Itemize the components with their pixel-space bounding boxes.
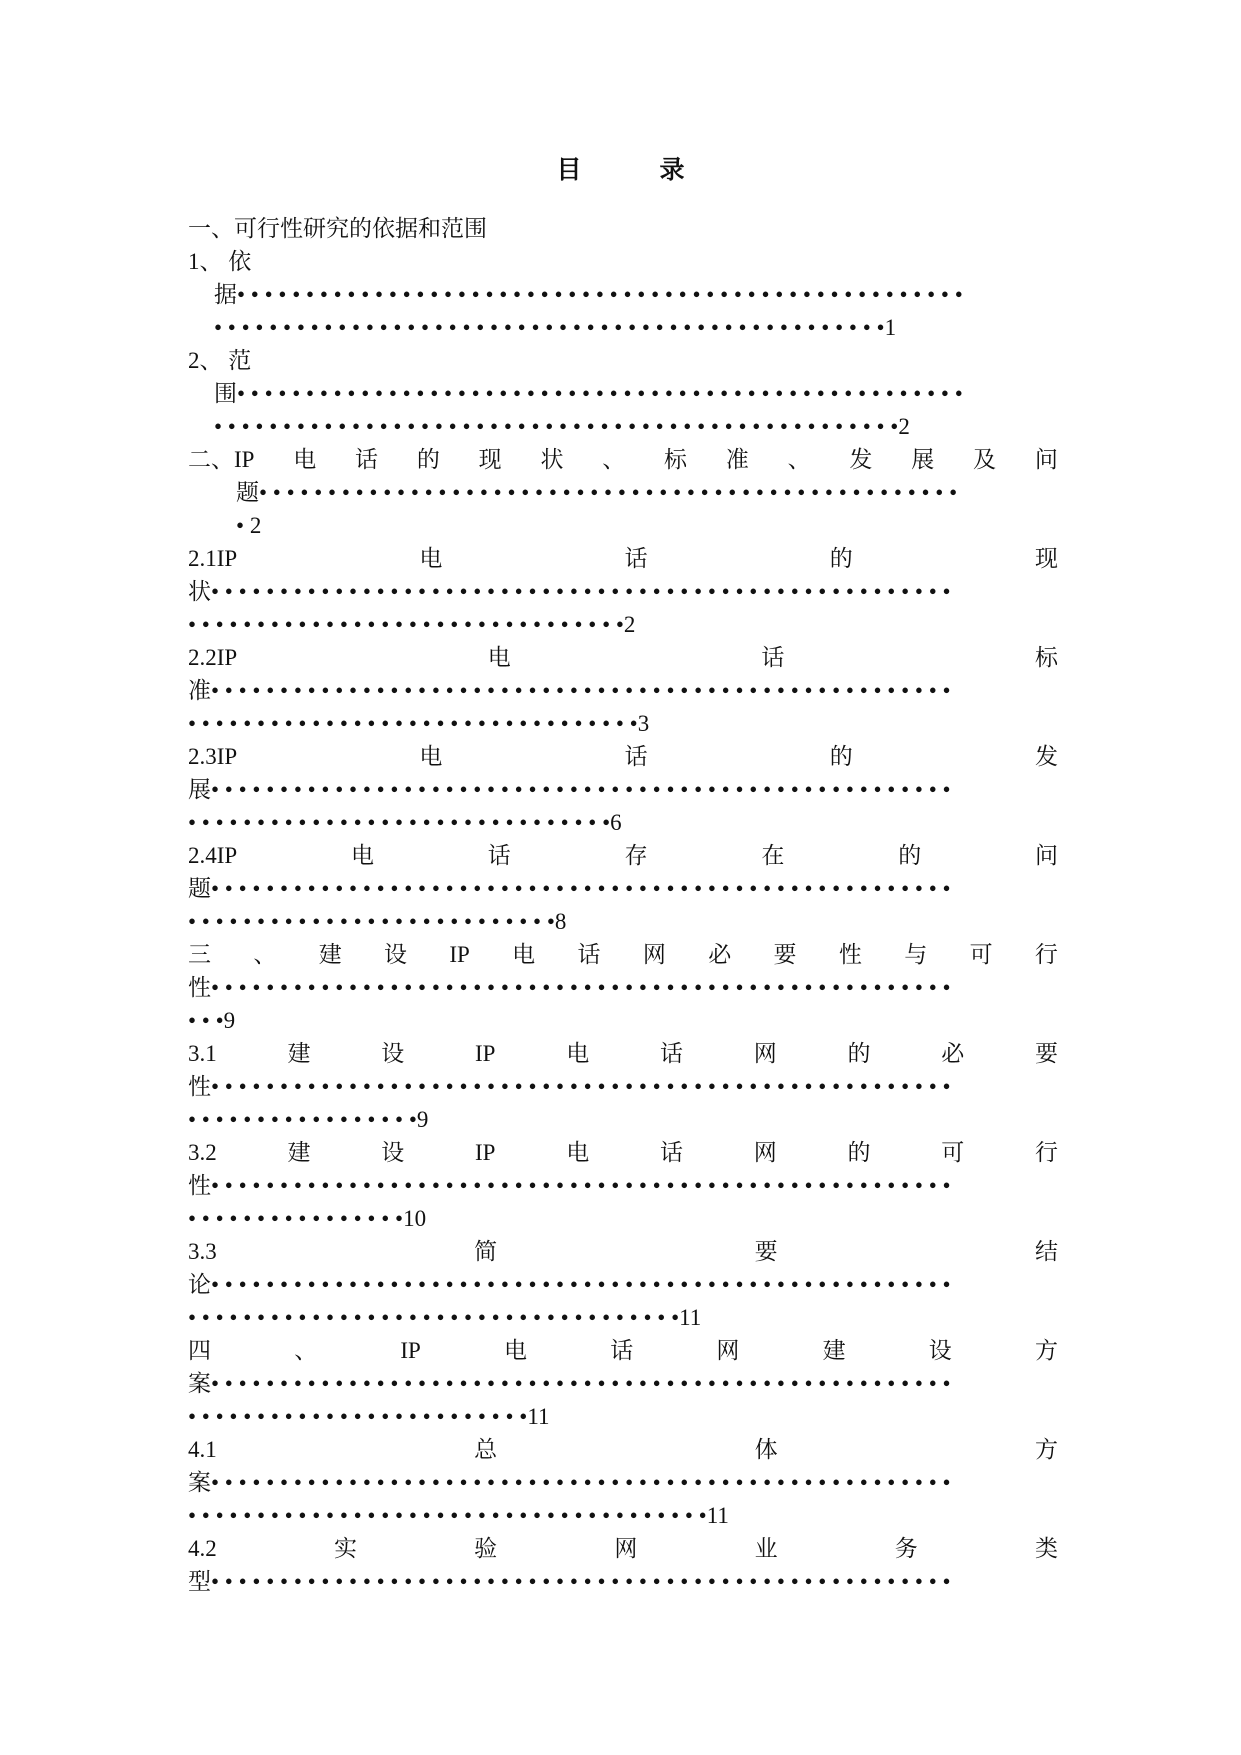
title-char-1: 目: [556, 157, 582, 184]
leader-dots: • • • • • • • • • • • • • • • • • • • • • • • • • • • • • • • • • • • • • •: [188, 1503, 707, 1528]
page-number: 11: [527, 1404, 550, 1429]
leader-dots: • • • • • • • • • • • • • • • • •: [188, 1107, 417, 1132]
leader-dots: • • • • • • • • • • • • • • • • • • • • • • • • • • • • • • • • • • • • • • • • • • • • • • • • • • • • • •: [211, 1470, 951, 1495]
toc-entry-3-3[interactable]: 3.3 简 要 结: [188, 1239, 1058, 1264]
leader-dots: • • • • • • • • • • • • • • • • • • • • • • • • • • • • • • • • • • • • • • • • • • • • • • • • • • • • • •: [211, 1173, 951, 1198]
leader-dots: • • • • • • • • • • • • • • • • • • • • • • • • • • • • • • • • • • • • • • • • • • • • • • • • • • • • • •: [211, 579, 951, 604]
leader-dots: • • • • • • • • • • • • • • • • • • • • • • • • • • • • • • • •: [188, 612, 624, 637]
toc-entry-2-3[interactable]: 2.3IP 电 话 的 发: [188, 744, 1058, 769]
page-number: 2: [249, 513, 262, 538]
leader-dots: • • • • • • • • • • • • • • • • • • • • • • • • • • •: [188, 909, 555, 934]
leader-dots: • • • • • • • • • • • • • • • • • • • • • • • • • • • • • • • • • • • • • • • • • • • • • • • • • • • • • •: [211, 678, 951, 703]
toc-heading-4[interactable]: 四 、 IP 电 话 网 建 设 方: [188, 1338, 1058, 1363]
leader-dots: • • • • • • • • • • • • • • • • • • • • • • • • • • • • • • • • • • • • • • • • • • • • • • • • • • • • •: [237, 381, 963, 406]
toc-entry-1-1[interactable]: 1、 依: [188, 249, 252, 274]
page-number: 9: [416, 1107, 429, 1132]
title-char-2: 录: [659, 157, 685, 184]
page-number: 11: [679, 1305, 702, 1330]
toc-entry-2-4[interactable]: 2.4IP 电 话 存 在 的 问: [188, 843, 1058, 868]
leader-dots: • • • • • • • • • • • • • • • • • • • • • • • • • • • • • • • • • • • • • • • • • • • • • • • • • • • • • •: [211, 1074, 951, 1099]
leader-dots: • • • • • • • • • • • • • • • • • • • • • • • • • • • • • • • • •: [188, 711, 638, 736]
page-number: 8: [554, 909, 567, 934]
toc-entry-3-1[interactable]: 3.1 建 设 IP 电 话 网 的 必 要: [188, 1041, 1058, 1066]
leader-dots: • • • • • • • • • • • • • • • • • • • • • • • • • • • • • • • • • • • • • • • • • • • • • • • • • • • • • •: [211, 1371, 951, 1396]
leader-dots: • • • • • • • • • • • • • • • • • • • • • • • • • • • • • • • • • • • • • • • • • • • • • • • • • • •: [259, 480, 958, 505]
leader-dots: • • • • • • • • • • • • • • • •: [188, 1206, 404, 1231]
page-title: [0, 150, 1241, 186]
toc-heading-3[interactable]: 三 、 建 设 IP 电 话 网 必 要 性 与 可 行: [188, 942, 1058, 967]
toc-entry-4-1[interactable]: 4.1 总 体 方: [188, 1437, 1058, 1462]
page-number: 11: [706, 1503, 729, 1528]
leader-dots: • • •: [188, 1008, 224, 1033]
leader-dots: • • • • • • • • • • • • • • • • • • • • • • • • • • • • • • • • • • • • • • • • • • • • • • • • • • • • • •: [211, 1272, 951, 1297]
leader-dots: • • • • • • • • • • • • • • • • • • • • • • • • • • • • • • • • • • • • • • • • • • • • • • • • • • • • • •: [211, 777, 951, 802]
toc-heading-2[interactable]: 二、IP 电 话 的 现 状 、 标 准 、 发 展 及 问: [188, 447, 1058, 472]
leader-dots: • • • • • • • • • • • • • • • • • • • • • • • • •: [188, 1404, 528, 1429]
leader-dots: • • • • • • • • • • • • • • • • • • • • • • • • • • • • • • • • • • • • • • • • • • • • • • • • • • • • • •: [211, 1569, 951, 1594]
leader-dots: • • • • • • • • • • • • • • • • • • • • • • • • • • • • • • • • • • • • • • • • • • • • • • • • • • • • • •: [211, 975, 951, 1000]
toc-entry-2-2[interactable]: 2.2IP 电 话 标: [188, 645, 1058, 670]
page-number: 10: [403, 1206, 427, 1231]
leader-dots: • • • • • • • • • • • • • • • • • • • • • • • • • • • • • • • • • • • • • • • • • • • • • • • • • • • • •: [237, 282, 963, 307]
toc-entry-1-2[interactable]: 2、 范: [188, 348, 252, 373]
leader-dots: • • • • • • • • • • • • • • • • • • • • • • • • • • • • • • • • • • • • • • • • • • • • • • • • •: [214, 315, 885, 340]
leader-dots: • • • • • • • • • • • • • • • • • • • • • • • • • • • • • • •: [188, 810, 611, 835]
toc-entry-3-2[interactable]: 3.2 建 设 IP 电 话 网 的 可 行: [188, 1140, 1058, 1165]
leader-dots: • • • • • • • • • • • • • • • • • • • • • • • • • • • • • • • • • • • • • • • • • • • • • • • • • •: [214, 414, 899, 439]
leader-dots: •: [236, 513, 245, 538]
leader-dots: • • • • • • • • • • • • • • • • • • • • • • • • • • • • • • • • • • • •: [188, 1305, 680, 1330]
page-number: 3: [637, 711, 650, 736]
page-number: 1: [884, 315, 897, 340]
page-number: 6: [610, 810, 622, 835]
table-of-contents: 一、可行性研究的依据和范围 1、 依 据• • • • • • • • • • • • • • • • • • • • • • • • • • • • • • • • • • • • • • • • • • • • • • • • • • • • • • • • • • • • • • • • • • • • • • • • • • • • • • • • • • • • • • • • • • • • • • • • • • • • • •1 2、 范 围• • • • • • • • • • • • • • • • • • • • • • • • • • • • • • • • • • • • • • • • • • • • • • • • • • • • • • • • • • • • • • • • • • • • • • • • • • • • • • • • • • • • • • • • • • • • • • • • • • • • • • •2 二、IP 电 话 的 现 状 、 标 准 、 发 展 及 问 题• • • • • • • • • • • • • • • • • • • • • • • • • • • • • • • • • • • • • • • • • • • • • • • • • • • • 2 2.1IP 电 话 的 现 状• • • • • • • • • • • • • • • • • • • • • • • • • • • • • • • • • • • • • • • • • • • • • • • • • • • • • • • • • • • • • • • • • • • • • • • • • • • • • • • • • • • • • •2 2.2IP 电 话 标 准• • • • • • • • • • • • • • • • • • • • • • • • • • • • • • • • • • • • • • • • • • • • • • • • • • • • • • • • • • • • • • • • • • • • • • • • • • • • • • • • • • • • • • •3 2.3IP 电 话 的 发 展• • • • • • • • • • • • • • • • • • • • • • • • • • • • • • • • • • • • • • • • • • • • • • • • • • • • • • • • • • • • • • • • • • • • • • • • • • • • • • • • • • • • •6 2.4IP 电 话 存 在 的 问 题• • • • • • • • • • • • • • • • • • • • • • • • • • • • • • • • • • • • • • • • • • • • • • • • • • • • • • • • • • • • • • • • • • • • • • • • • • • • • • • • •8 三 、 建 设 IP 电 话 网 必 要 性 与 可 行 性• • • • • • • • • • • • • • • • • • • • • • • • • • • • • • • • • • • • • • • • • • • • • • • • • • • • • • • • •9 3.1 建 设 IP 电 话 网 的 必 要 性• • • • • • • • • • • • • • • • • • • • • • • • • • • • • • • • • • • • • • • • • • • • • • • • • • • • • • • • • • • • • • • • • • • • • • •9 3.2 建 设 IP 电 话 网 的 可 行 性• • • • • • • • • • • • • • • • • • • • • • • • • • • • • • • • • • • • • • • • • • • • • • • • • • • • • • • • • • • • • • • • • • • • • •10 3.3 简 要 结 论• • • • • • • • • • • • • • • • • • • • • • • • • • • • • • • • • • • • • • • • • • • • • • • • • • • • • • • • • • • • • • • • • • • • • • • • • • • • • • • • • • • • • • • • • •11 四 、 IP 电 话 网 建 设 方 案• • • • • • • • • • • • • • • • • • • • • • • • • • • • • • • • • • • • • • • • • • • • • • • • • • • • • • • • • • • • • • • • • • • • • • • • • • • • • • •11 4.1 总 体 方 案• • • • • • • • • • • • • • • • • • • • • • • • • • • • • • • • • • • • • • • • • • • • • • • • • • • • • • • • • • • • • • • • • • • • • • • • • • • • • • • • • • • • • • • • • • • •11 4.2 实 验 网 业 务 类 型• • • • • • • • • • • • • • • • • • • • • • • • • • • • • • • • • • • • • • • • • • • • • • • • • • • • • •: [188, 212, 1058, 1598]
toc-heading-1: 一、可行性研究的依据和范围: [188, 216, 487, 241]
leader-dots: • • • • • • • • • • • • • • • • • • • • • • • • • • • • • • • • • • • • • • • • • • • • • • • • • • • • • •: [211, 876, 951, 901]
toc-entry-2-1[interactable]: 2.1IP 电 话 的 现: [188, 546, 1058, 571]
page-number: 9: [223, 1008, 236, 1033]
page-number: 2: [898, 414, 910, 439]
toc-entry-4-2[interactable]: 4.2 实 验 网 业 务 类: [188, 1536, 1058, 1561]
page-number: 2: [623, 612, 636, 637]
